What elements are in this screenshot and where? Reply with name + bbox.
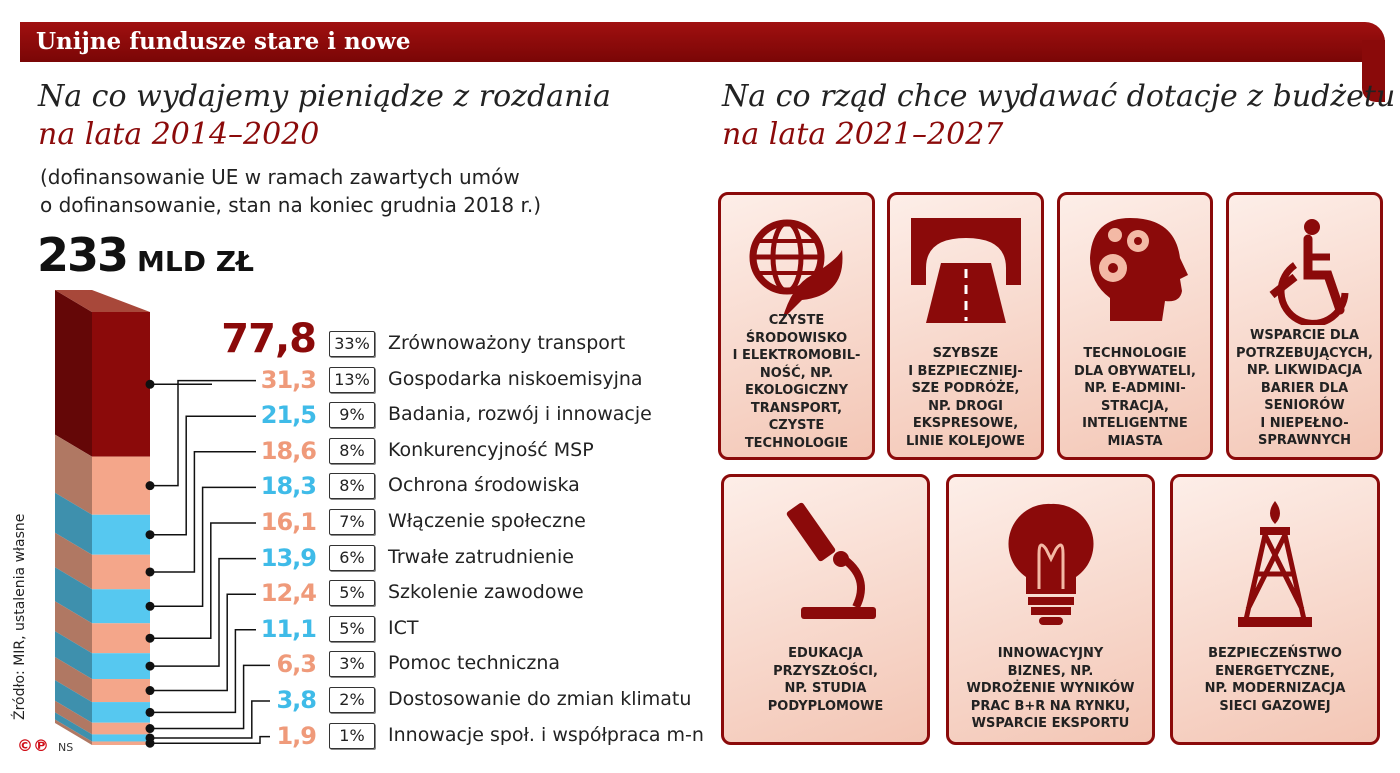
left-title-line1: Na co wydajemy pieniądze z rozdania	[38, 79, 611, 114]
value-label: 11,1	[260, 614, 316, 643]
priority-card	[946, 474, 1155, 745]
priority-card	[718, 192, 875, 460]
category-label: Ochrona środowiska	[388, 474, 580, 497]
percent-box: 6%	[329, 545, 375, 571]
category-label: Gospodarka niskoemisyjna	[388, 367, 643, 390]
card-text-line: DLA OBYWATELI,	[1074, 363, 1196, 379]
legend-row	[0, 437, 700, 467]
legend-row	[0, 508, 700, 538]
card-text-line: PRAC B+R NA RYNKU,	[970, 698, 1131, 714]
percent-box: 9%	[329, 402, 375, 428]
legend-row	[0, 316, 700, 362]
card-text-line: STRACJA,	[1101, 398, 1169, 414]
category-label: Zrównoważony transport	[388, 332, 626, 354]
percent-box: 13%	[329, 367, 375, 393]
right-title-line1: Na co rząd chce wydawać dotacje z budżetu	[722, 79, 1396, 114]
category-label: Dostosowanie do zmian klimatu	[388, 688, 692, 710]
card-text-line: CZYSTE	[768, 418, 825, 433]
percent-box: 3%	[329, 651, 375, 677]
value-label: 1,9	[276, 721, 316, 750]
card-text-line: TECHNOLOGIE	[744, 435, 849, 451]
left-title-line2: na lata 2014–2020	[38, 117, 320, 152]
card-text-line: INTELIGENTNE	[1082, 416, 1188, 431]
percent-box: 33%	[329, 331, 375, 357]
card-text-line: BARIER DLA	[1260, 380, 1349, 396]
percent-box: 5%	[329, 580, 375, 606]
card-text-line: SPRAWNYCH	[1258, 433, 1351, 448]
card-text-line: POTRZEBUJĄCYCH,	[1236, 345, 1373, 361]
card-text-line: I NIEPEŁNO-	[1260, 415, 1349, 431]
legend-row	[0, 650, 700, 680]
value-label: 6,3	[276, 650, 316, 679]
category-label: Badania, rozwój i innowacje	[388, 403, 652, 426]
card-text	[949, 645, 1152, 733]
percent-box: 5%	[329, 616, 375, 642]
legend-row	[0, 472, 700, 502]
card-text-line: SENIORÓW	[1264, 398, 1345, 413]
card-text	[724, 645, 927, 715]
connector-line	[150, 381, 256, 486]
percent-box: 1%	[329, 723, 375, 749]
card-text-line: WSPARCIE EKSPORTU	[971, 716, 1130, 731]
category-label: Pomoc techniczna	[388, 652, 561, 675]
legend-row	[0, 721, 704, 752]
legend-row	[0, 615, 700, 645]
priority-card	[1057, 192, 1213, 460]
card-text-line: NOŚĆ, NP.	[759, 365, 834, 381]
card-text-line: WSPARCIE DLA	[1249, 328, 1360, 343]
card-text-line: NP. E-ADMINI-	[1084, 381, 1186, 396]
card-text-line: NP. STUDIA	[784, 681, 867, 696]
legend-row	[0, 544, 700, 574]
value-label: 18,3	[260, 472, 316, 501]
subtitle-line1: (dofinansowanie UE w ramach zawartych umów	[40, 165, 520, 189]
right-title-line2: na lata 2021–2027	[722, 117, 1004, 152]
card-text-line: LINIE KOLEJOWE	[905, 433, 1026, 449]
value-label: 3,8	[276, 686, 316, 714]
category-label: Innowacje społ. i współpraca m-n	[388, 723, 704, 746]
category-label: ICT	[388, 616, 419, 639]
value-label: 77,8	[221, 316, 316, 362]
card-text-line: I BEZPIECZNIEJ-	[908, 363, 1023, 379]
card-text-line: TRANSPORT,	[750, 400, 843, 416]
card-text	[1060, 345, 1210, 450]
subtitle-line2: o dofinansowanie, stan na koniec grudnia 2018 r.)	[40, 193, 542, 217]
card-text-line: EDUKACJA	[788, 646, 863, 661]
card-text-line: CZYSTE	[768, 313, 825, 328]
header-title: Unijne fundusze stare i nowe	[36, 28, 411, 55]
card-text-line: PRZYSZŁOŚCI,	[773, 663, 878, 679]
percent-box: 2%	[329, 687, 375, 713]
card-text-line: WDROŻENIE WYNIKÓW	[966, 681, 1135, 696]
card-text-line: NP. MODERNIZACJA	[1204, 681, 1346, 696]
card-text	[1173, 645, 1377, 715]
value-label: 18,6	[260, 436, 316, 465]
card-text-line: TECHNOLOGIE	[1083, 346, 1187, 361]
card-text	[721, 312, 872, 452]
legend-row	[0, 686, 700, 716]
legend-row	[0, 401, 700, 431]
card-text	[1229, 327, 1380, 450]
percent-box: 8%	[329, 438, 375, 464]
source-note: Źródło: MIR, ustalenia własne	[12, 513, 28, 720]
card-text-line: MIASTA	[1107, 433, 1163, 449]
value-label: 13,9	[260, 543, 316, 572]
card-text-line: I ELEKTROMOBIL-	[732, 348, 861, 363]
card-text-line: ŚRODOWISKO	[745, 330, 848, 346]
percent-box: 7%	[329, 509, 375, 535]
value-label: 21,5	[260, 401, 316, 430]
card-text-line: BIZNES, NP.	[1007, 663, 1094, 679]
card-text-line: SZYBSZE	[932, 346, 999, 361]
value-label: 12,4	[260, 579, 316, 608]
priority-card	[1226, 192, 1383, 460]
card-text-line: SZE PODRÓŻE,	[911, 381, 1020, 396]
value-label: 31,3	[260, 365, 316, 394]
total-unit: MLD ZŁ	[137, 245, 255, 278]
card-text-line: SIECI GAZOWEJ	[1219, 698, 1331, 714]
card-text-line: NP. LIKWIDACJA	[1246, 363, 1363, 378]
total-value: 233	[37, 228, 128, 282]
right-title	[722, 78, 1395, 154]
priority-card	[721, 474, 930, 745]
card-text-line: EKSPRESOWE,	[912, 416, 1019, 431]
category-label: Konkurencyjność MSP	[388, 438, 594, 461]
percent-box: 8%	[329, 473, 375, 499]
author-credit: NS	[58, 741, 74, 754]
category-label: Trwałe zatrudnienie	[388, 545, 574, 568]
card-text-line: EKOLOGICZNY	[744, 383, 849, 398]
card-text-line: INNOWACYJNY	[997, 646, 1104, 661]
card-text	[890, 345, 1041, 450]
card-text-line: NP. DROGI	[928, 398, 1003, 414]
card-text-line: ENERGETYCZNE,	[1215, 663, 1335, 679]
card-text-line: PODYPLOMOWE	[767, 698, 884, 714]
legend-row	[0, 366, 700, 396]
category-label: Szkolenie zawodowe	[388, 581, 584, 604]
copyright-logo: ©℗	[17, 736, 49, 755]
value-label: 16,1	[260, 508, 316, 536]
legend-row	[0, 579, 700, 609]
priority-card	[887, 192, 1044, 460]
category-label: Włączenie społeczne	[388, 510, 586, 532]
card-text-line: BEZPIECZEŃSTWO	[1208, 646, 1342, 661]
priority-card	[1170, 474, 1380, 745]
